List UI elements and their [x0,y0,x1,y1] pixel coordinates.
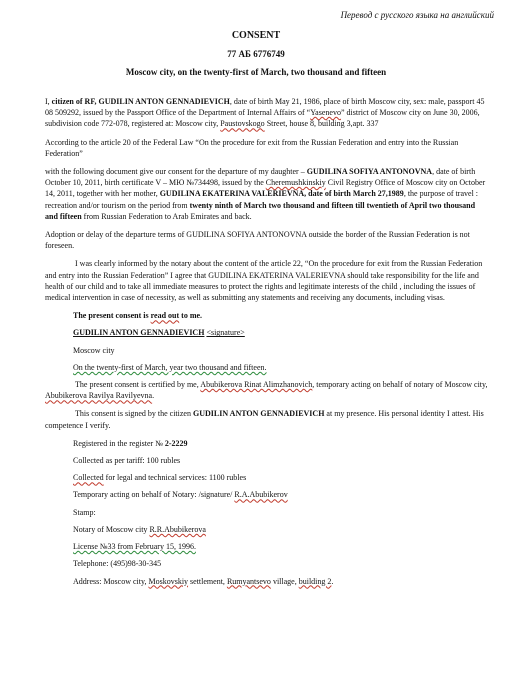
collected-line [73,472,488,483]
signature-tag: <signature> [206,328,245,338]
read-out-phrase: read out [150,311,180,321]
mother-name: GUDILINA EKATERINA VALERIEVNA, date of birth March 27,1989 [159,189,404,199]
child-name: GUDILINA SOFIYA ANTONOVNA [306,167,433,177]
text: . [331,576,334,586]
notary-name: R.R.Abubikerova [149,524,206,534]
document-number: 77 АБ 6776749 [227,49,285,59]
signer-name: GUDILIN ANTON GENNADIEVICH [73,328,205,338]
place-line: Moscow city [73,345,115,355]
title-block [0,27,512,81]
village-name: Rumyantsevo [226,576,271,586]
document-body [45,96,488,593]
text: to me. [179,311,203,321]
text: This consent is signed by the citizen [75,409,193,419]
settlement-name: Moskovskiy [148,576,189,586]
paragraph-identity [45,96,488,130]
register-line [73,438,488,449]
date-line: On the twenty-first of March, year two thousand and fifteen. [73,362,267,372]
text: . [152,391,155,401]
stamp-line: Stamp: [73,507,96,517]
collected-word: Collected [73,473,104,483]
text: , the purpose of travel : recreation and/or tourism on the period from [45,189,479,210]
text: with the following document give our consent for the departure of my daughter – [45,167,307,177]
paragraph-consent [45,166,488,222]
signature-line [73,327,488,338]
text: Notary of Moscow city [73,524,150,534]
text: I, [45,97,52,106]
paragraph-signed [45,408,488,430]
text: , date of birth May 21, 1986, place of birth Moscow city, sex: male, passport 45 08 509292, issued by the Passport Office of the Department of Internal Affairs of “ [45,97,485,118]
text: village, [270,576,299,586]
district-name: Yasenevo [310,108,341,118]
street-name: Paustovskogo [220,119,265,129]
address-line [73,576,488,587]
license-line: License №33 from February 15, 1996. [73,542,196,552]
text: from Russian Federation to Arab Emirates and back. [81,211,252,221]
text: Civil Registry Office of Moscow city on October 14, 2011, together with her mother, [45,178,486,199]
text: The present consent is [73,311,151,321]
building-number: building 2 [298,576,332,586]
register-number: 2-2229 [164,438,188,448]
text: for legal and technical services: 1100 rubles [103,473,247,483]
text: The present consent is certified by me, [75,380,201,390]
signer-name: GUDILIN ANTON GENNADIEVICH [192,409,325,419]
read-out-line [73,310,488,321]
text: Street, house 8, building 3,apt. 337 [264,119,379,129]
travel-period: twenty ninth of March two thousand and fifteen till twentieth of April two thousand and fifteen [45,200,476,221]
tariff-line: Collected as per tariff: 100 rubles [73,456,181,466]
temporary-notary-name: R.A.Abubikerov [234,490,288,500]
paragraph-article-20: According to the article 20 of the Federal Law “On the procedure for exit from the Russian Federation and entry into the Russian Federation” [45,137,459,158]
telephone-line: Telephone: (495)98-30-345 [73,559,162,569]
text: at my presence. His personal identity I attest. His competence I verify. [45,409,484,430]
translation-note: Перевод с русского языка на английский [340,10,494,20]
text: settlement, [188,576,227,586]
text: , date of birth October 10, 2011, birth certificate V – МЮ №734498, issued by the [45,167,476,188]
registry-office-name: Cheremushkinskiy [265,178,326,188]
citizen-name: citizen of RF, GUDILIN ANTON GENNADIEVICH [51,97,230,106]
paragraph-certified [45,379,488,401]
text: Temporary acting on behalf of Notary: /signature/ [73,490,235,500]
paragraph-adoption: Adoption or delay of the departure terms of GUDILINA SOFIYA ANTONOVNA outside the border of the Russian Federation is not foreseen. [45,230,470,251]
notary-line [73,524,488,535]
document-heading: CONSENT [231,30,281,41]
certifier-name: Abubikerova Rinat Alimzhanovich [200,380,313,390]
notary-name: Abubikerova Ravilya Ravilyevna [45,391,153,401]
text: Registered in the register № [73,438,165,448]
temporary-notary-line [73,489,488,500]
paragraph-informed: I was clearly informed by the notary about the content of the article 22, “On the procedure for exit from the Russian Federation and entry into the Russian Federation” I agree that GUDILINA EKATERINA VALERIEVNA should take responsibility for the life and health of our child and to take all immediate measures to protect the rights and legitimate interests of the child , including the issues of medical intervention in case of necessity, as well as submitting any statements and receiving any documents, including visas. [45,259,483,303]
text: , temporary acting on behalf of notary of Moscow city, [312,380,488,390]
text: ” district of Moscow city on June 30, 2006, subdivision code 772-078, registered at: Moscow city, [45,108,480,129]
document-date-place: Moscow city, on the twenty-first of March, two thousand and fifteen [125,67,387,77]
text: Address: Moscow city, [73,576,149,586]
